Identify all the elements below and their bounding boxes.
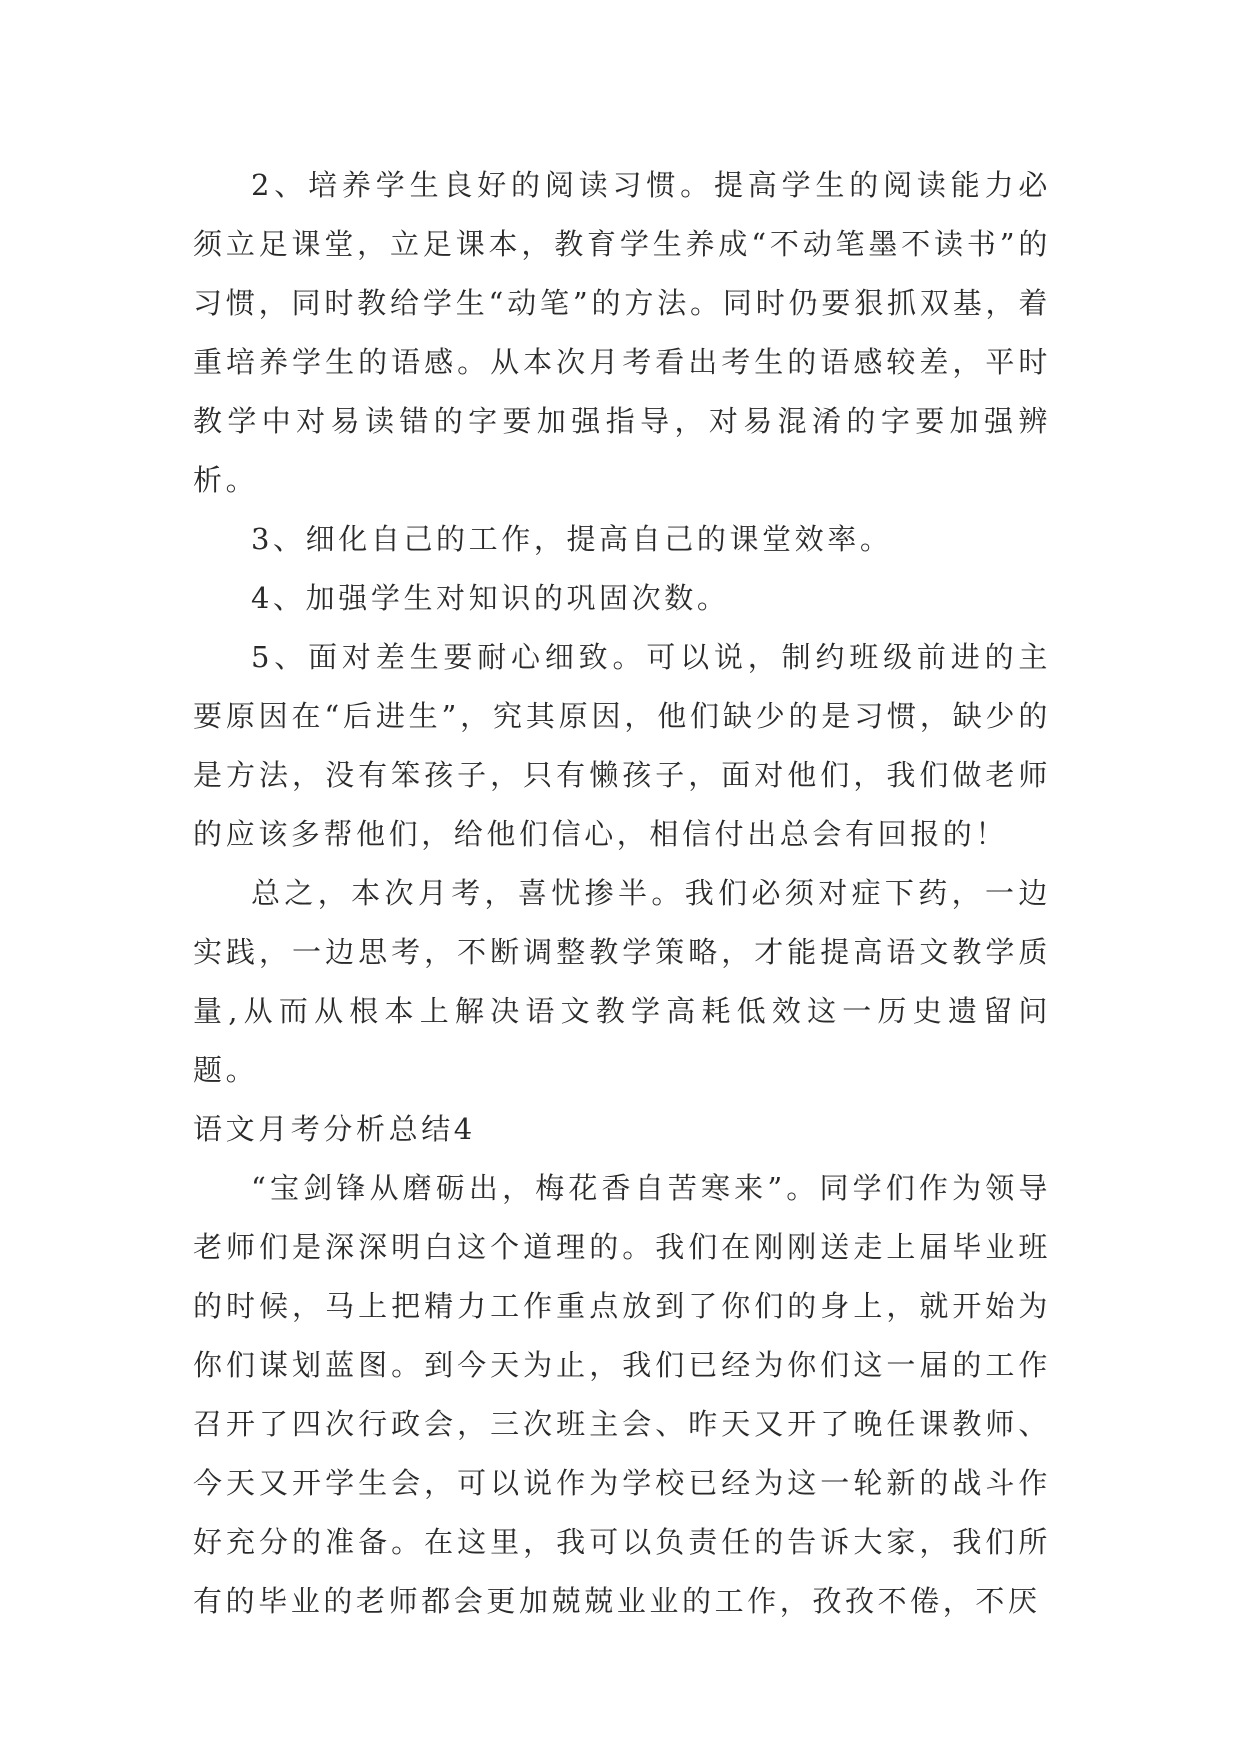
paragraph-consolidate-knowledge: 4、加强学生对知识的巩固次数。 (251, 581, 730, 615)
paragraph-summary: 总之，本次月考，喜忧掺半。我们必须对症下药，一边实践，一边思考，不断调整教学策略，才能提高语文教学质量,从而从根本上解决语文教学高耗低效这一历史遗留问题。 (193, 876, 1051, 1087)
document-body (193, 156, 1051, 1631)
section-heading: 语文月考分析总结4 (193, 1112, 476, 1146)
paragraph-section-4-intro: “宝剑锋从磨砺出，梅花香自苦寒来”。同学们作为领导老师们是深深明白这个道理的。我们在刚刚送走上届毕业班的时候，马上把精力工作重点放到了你们的身上，就开始为你们谋划蓝图。到今天为止，我们已经为你们这一届的工作召开了四次行政会，三次班主会、昨天又开了晚任课教师、今天又开学生会，可以说作为学校已经为这一轮新的战斗作好充分的准备。在这里，我可以负责任的告诉大家，我们所有的毕业的老师都会更加兢兢业业的工作，孜孜不倦，不厌 (193, 1171, 1051, 1618)
paragraph-reading-habits: 2、培养学生良好的阅读习惯。提高学生的阅读能力必须立足课堂，立足课本，教育学生养成“不动笔墨不读书”的习惯，同时教给学生“动笔”的方法。同时仍要狠抓双基，着重培养学生的语感。从本次月考看出考生的语感较差，平时教学中对易读错的字要加强指导，对易混淆的字要加强辨析。 (193, 168, 1051, 497)
paragraph-refine-work: 3、细化自己的工作，提高自己的课堂效率。 (251, 522, 893, 556)
paragraph-struggling-students: 5、面对差生要耐心细致。可以说，制约班级前进的主要原因在“后进生”，究其原因，他们缺少的是习惯，缺少的是方法，没有笨孩子，只有懒孩子，面对他们，我们做老师的应该多帮他们，给他们信心，相信付出总会有回报的！ (193, 640, 1051, 851)
